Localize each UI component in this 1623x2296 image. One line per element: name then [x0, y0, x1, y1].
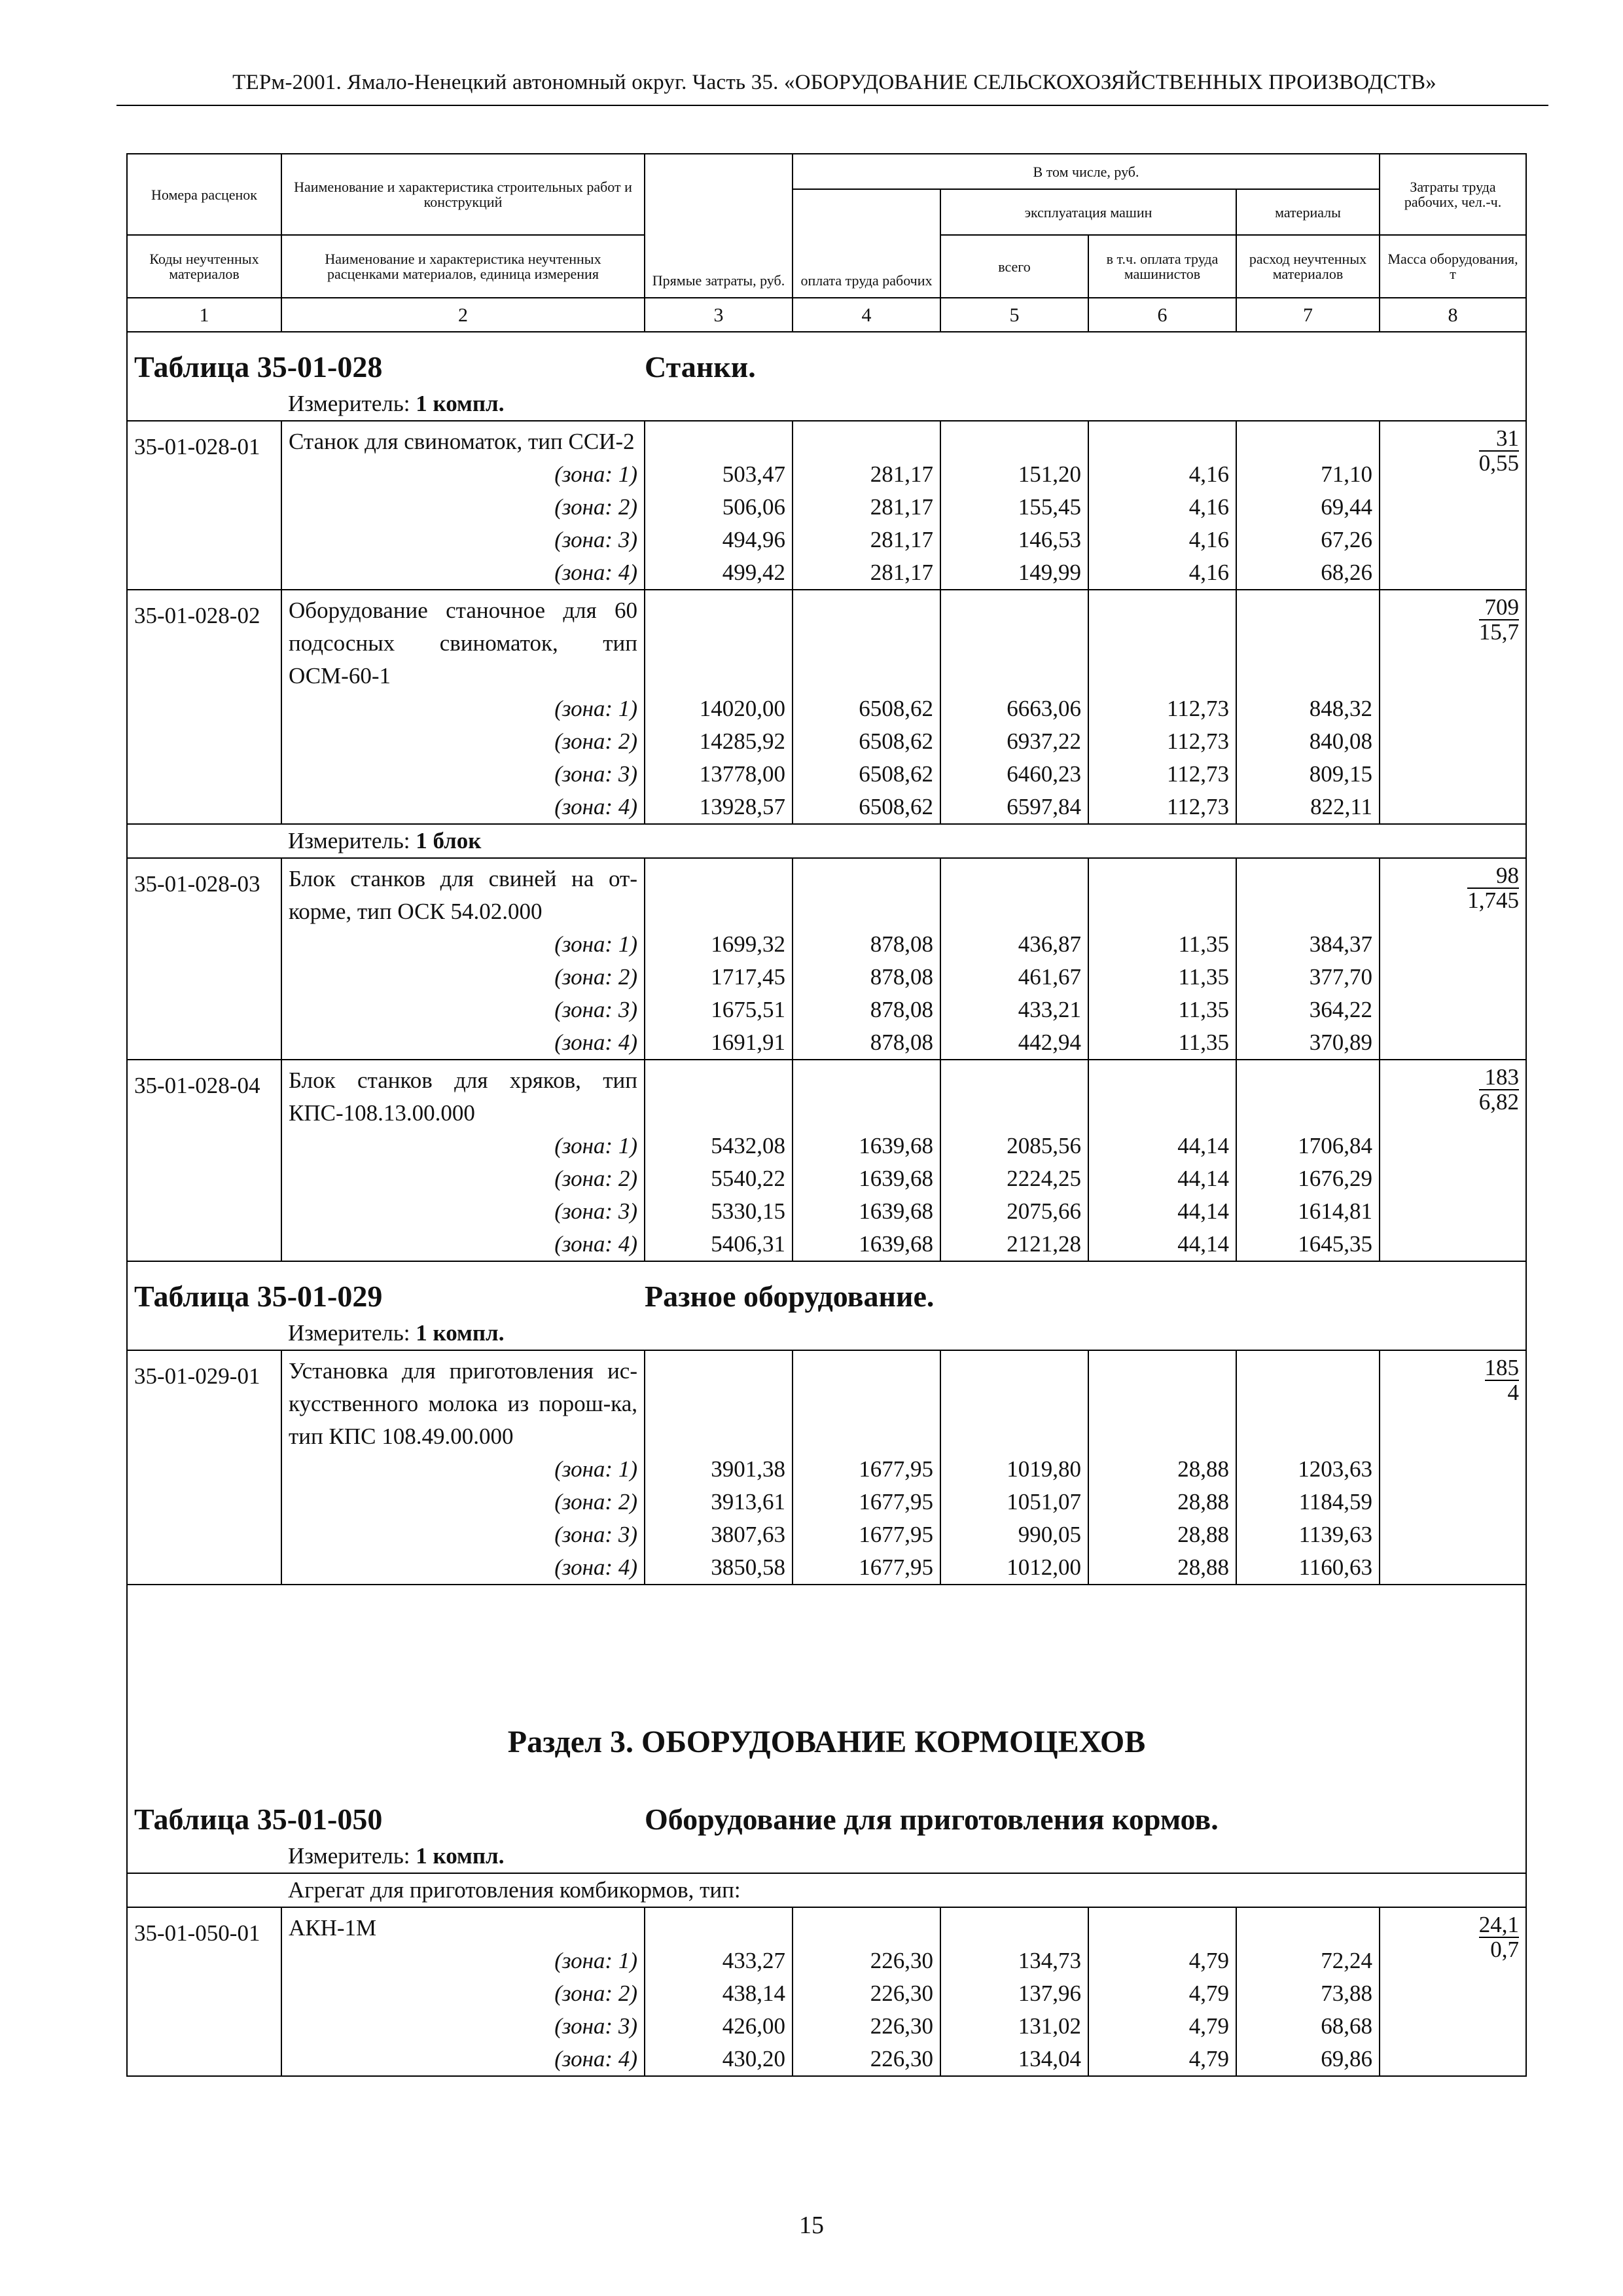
- labor-value: 183: [1479, 1066, 1519, 1090]
- table-header: [127, 154, 1526, 332]
- direct-cost: 426,00: [645, 2010, 793, 2043]
- column-index: 6: [1088, 298, 1236, 332]
- zone-label: (зона: 3): [281, 1518, 645, 1551]
- machine-cost: 442,94: [940, 1026, 1088, 1060]
- column-index: 1: [127, 298, 281, 332]
- material-cost: 377,70: [1236, 961, 1380, 994]
- column-index: 7: [1236, 298, 1380, 332]
- zone-row: [127, 791, 1526, 824]
- machine-cost: 433,21: [940, 994, 1088, 1026]
- wage-cost: 1639,68: [793, 1130, 940, 1162]
- machine-cost: 6460,23: [940, 758, 1088, 791]
- material-cost: 1645,35: [1236, 1228, 1380, 1261]
- machinist-wage: 112,73: [1088, 758, 1236, 791]
- column-index: 4: [793, 298, 940, 332]
- machinist-wage: 4,79: [1088, 1977, 1236, 2010]
- machinist-wage: 44,14: [1088, 1162, 1236, 1195]
- material-cost: 840,08: [1236, 725, 1380, 758]
- rate-name: АКН-1М: [281, 1907, 645, 1945]
- zone-label: (зона: 4): [281, 1026, 645, 1060]
- table-number: Таблица 35-01-029: [134, 1280, 383, 1313]
- machine-cost: 146,53: [940, 524, 1088, 556]
- machinist-wage: 112,73: [1088, 725, 1236, 758]
- zone-row: [127, 928, 1526, 961]
- wage-cost: 878,08: [793, 994, 940, 1026]
- rate-name: Станок для свиноматок, тип ССИ-2: [281, 421, 645, 458]
- wage-cost: 878,08: [793, 928, 940, 961]
- material-cost: 1706,84: [1236, 1130, 1380, 1162]
- machinist-wage: 4,79: [1088, 1945, 1236, 1977]
- mass-value: 0,55: [1478, 450, 1520, 476]
- direct-cost: 13928,57: [645, 791, 793, 824]
- zone-label: (зона: 3): [281, 758, 645, 791]
- group-materials-header: материалы: [1236, 189, 1380, 235]
- zone-row: [127, 556, 1526, 590]
- zone-row: [127, 1228, 1526, 1261]
- table-35-01-028: [127, 332, 1526, 421]
- material-cost: 809,15: [1236, 758, 1380, 791]
- zone-row: [127, 2010, 1526, 2043]
- zone-label: (зона: 4): [281, 2043, 645, 2076]
- direct-cost: 503,47: [645, 458, 793, 491]
- mass-value: 4: [1507, 1380, 1520, 1405]
- machinist-wage: 44,14: [1088, 1195, 1236, 1228]
- table-number: Таблица 35-01-028: [134, 350, 383, 384]
- zone-label: (зона: 2): [281, 1486, 645, 1518]
- mass-value: 6,82: [1478, 1089, 1520, 1115]
- machine-cost: 131,02: [940, 2010, 1088, 2043]
- zone-row: [127, 1977, 1526, 2010]
- direct-cost: 1699,32: [645, 928, 793, 961]
- wage-cost: 6508,62: [793, 791, 940, 824]
- machine-cost: 990,05: [940, 1518, 1088, 1551]
- wage-cost: 226,30: [793, 2010, 940, 2043]
- wage-cost: 878,08: [793, 1026, 940, 1060]
- table-title: Станки.: [645, 350, 756, 384]
- material-cost: 1676,29: [1236, 1162, 1380, 1195]
- labor-value: 709: [1479, 596, 1519, 620]
- zone-label: (зона: 4): [281, 791, 645, 824]
- machinist-wage: 4,79: [1088, 2010, 1236, 2043]
- material-cost: 1203,63: [1236, 1453, 1380, 1486]
- labor-value: 24,1: [1478, 1912, 1520, 1937]
- wage-cost: 6508,62: [793, 725, 940, 758]
- machinist-wage: 112,73: [1088, 791, 1236, 824]
- direct-cost: 506,06: [645, 491, 793, 524]
- zone-label: (зона: 2): [281, 961, 645, 994]
- zone-row: [127, 2043, 1526, 2076]
- zone-row: [127, 1130, 1526, 1162]
- rate-item: [127, 1350, 1526, 1585]
- material-cost: 73,88: [1236, 1977, 1380, 2010]
- rate-item: [127, 421, 1526, 590]
- zone-row: [127, 1518, 1526, 1551]
- material-cost: 384,37: [1236, 928, 1380, 961]
- wage-cost: 1677,95: [793, 1518, 940, 1551]
- col4-header: оплата труда рабочих: [793, 189, 940, 298]
- header-rule: [116, 105, 1548, 106]
- zone-label: (зона: 1): [281, 1945, 645, 1977]
- zone-label: (зона: 2): [281, 491, 645, 524]
- machine-cost: 461,67: [940, 961, 1088, 994]
- rate-code: 35-01-050-01: [127, 1907, 281, 2076]
- column-index-row: [127, 298, 1526, 332]
- material-cost: 1160,63: [1236, 1551, 1380, 1585]
- wage-cost: 1677,95: [793, 1551, 940, 1585]
- direct-cost: 3913,61: [645, 1486, 793, 1518]
- zone-row: [127, 994, 1526, 1026]
- col1-top-header: Номера расценок: [127, 154, 281, 235]
- measure-line: Измеритель: 1 компл.: [281, 1840, 1526, 1873]
- material-cost: 72,24: [1236, 1945, 1380, 1977]
- machine-cost: 2224,25: [940, 1162, 1088, 1195]
- column-index: 2: [281, 298, 645, 332]
- col7-header: расход неучтенных материалов: [1236, 235, 1380, 298]
- group-heading: Агрегат для приготовления комбикормов, тип:: [281, 1873, 1526, 1907]
- direct-cost: 433,27: [645, 1945, 793, 1977]
- direct-cost: 1717,45: [645, 961, 793, 994]
- direct-cost: 1675,51: [645, 994, 793, 1026]
- machine-cost: 6597,84: [940, 791, 1088, 824]
- col8-bottom-header: Масса оборудования, т: [1380, 235, 1526, 298]
- machine-cost: 151,20: [940, 458, 1088, 491]
- wage-cost: 281,17: [793, 556, 940, 590]
- machine-cost: 436,87: [940, 928, 1088, 961]
- direct-cost: 13778,00: [645, 758, 793, 791]
- column-index: 5: [940, 298, 1088, 332]
- direct-cost: 3901,38: [645, 1453, 793, 1486]
- col6-header: в т.ч. оплата труда машинистов: [1088, 235, 1236, 298]
- machinist-wage: 112,73: [1088, 692, 1236, 725]
- labor-mass: [1380, 858, 1526, 1060]
- machinist-wage: 4,79: [1088, 2043, 1236, 2076]
- mass-value: 0,7: [1490, 1937, 1520, 1962]
- page-number: 15: [799, 2212, 824, 2239]
- section-heading: Раздел 3. ОБОРУДОВАНИЕ КОРМОЦЕХОВ: [127, 1585, 1526, 1790]
- col2-top-header: Наименование и характеристика строительных работ и конструкций: [281, 154, 645, 235]
- machine-cost: 134,73: [940, 1945, 1088, 1977]
- wage-cost: 226,30: [793, 1977, 940, 2010]
- zone-row: [127, 1453, 1526, 1486]
- wage-cost: 226,30: [793, 1945, 940, 1977]
- zone-label: (зона: 1): [281, 1130, 645, 1162]
- zone-row: [127, 1195, 1526, 1228]
- col3-header: Прямые затраты, руб.: [645, 154, 793, 298]
- rates-table: [126, 153, 1527, 2077]
- material-cost: 67,26: [1236, 524, 1380, 556]
- labor-value: 185: [1484, 1355, 1520, 1380]
- machine-cost: 1012,00: [940, 1551, 1088, 1585]
- wage-cost: 1677,95: [793, 1486, 940, 1518]
- table-title: Разное оборудование.: [645, 1280, 935, 1313]
- zone-row: [127, 1945, 1526, 1977]
- machinist-wage: 4,16: [1088, 524, 1236, 556]
- table-35-01-029: [127, 1261, 1526, 1350]
- direct-cost: 430,20: [645, 2043, 793, 2076]
- direct-cost: 3850,58: [645, 1551, 793, 1585]
- col5-header: всего: [940, 235, 1088, 298]
- zone-label: (зона: 4): [281, 1551, 645, 1585]
- rate-code: 35-01-028-02: [127, 590, 281, 824]
- zone-label: (зона: 3): [281, 2010, 645, 2043]
- material-cost: 822,11: [1236, 791, 1380, 824]
- machinist-wage: 11,35: [1088, 961, 1236, 994]
- rate-code: 35-01-028-03: [127, 858, 281, 1060]
- col2-bottom-header: Наименование и характеристика неучтенных расценками материалов, единица измерения: [281, 235, 645, 298]
- measure-line: Измеритель: 1 компл.: [281, 387, 1526, 421]
- material-cost: 71,10: [1236, 458, 1380, 491]
- material-cost: 848,32: [1236, 692, 1380, 725]
- zone-row: [127, 692, 1526, 725]
- machine-cost: 2121,28: [940, 1228, 1088, 1261]
- zone-label: (зона: 2): [281, 1977, 645, 2010]
- machinist-wage: 11,35: [1088, 994, 1236, 1026]
- running-header: ТЕРм-2001. Ямало-Ненецкий автономный округ. Часть 35. «ОБОРУДОВАНИЕ СЕЛЬСКОХОЗЯЙСТВЕННЫХ ПРОИЗВОДСТВ»: [232, 71, 1436, 94]
- machine-cost: 1019,80: [940, 1453, 1088, 1486]
- machinist-wage: 28,88: [1088, 1518, 1236, 1551]
- labor-value: 31: [1479, 427, 1519, 452]
- rate-name: Установка для приготовления ис-кусственного молока из порош-ка, тип КПС 108.49.00.000: [281, 1350, 645, 1453]
- col1-bottom-header: Коды неучтенных материалов: [127, 235, 281, 298]
- rate-code: 35-01-028-01: [127, 421, 281, 590]
- machinist-wage: 28,88: [1088, 1486, 1236, 1518]
- rate-code: 35-01-029-01: [127, 1350, 281, 1585]
- zone-label: (зона: 3): [281, 1195, 645, 1228]
- mass-value: 1,745: [1467, 888, 1520, 913]
- machinist-wage: 11,35: [1088, 928, 1236, 961]
- zone-row: [127, 758, 1526, 791]
- machinist-wage: 44,14: [1088, 1130, 1236, 1162]
- labor-mass: [1380, 1060, 1526, 1261]
- wage-cost: 1639,68: [793, 1195, 940, 1228]
- direct-cost: 499,42: [645, 556, 793, 590]
- column-index: 3: [645, 298, 793, 332]
- direct-cost: 494,96: [645, 524, 793, 556]
- labor-mass: [1380, 1907, 1526, 2076]
- direct-cost: 5432,08: [645, 1130, 793, 1162]
- zone-label: (зона: 3): [281, 994, 645, 1026]
- material-cost: 1184,59: [1236, 1486, 1380, 1518]
- table-number: Таблица 35-01-050: [134, 1803, 383, 1836]
- wage-cost: 878,08: [793, 961, 940, 994]
- machine-cost: 6663,06: [940, 692, 1088, 725]
- rate-item: [127, 1060, 1526, 1261]
- wage-cost: 1639,68: [793, 1162, 940, 1195]
- rate-name: Блок станков для свиней на от-корме, тип ОСК 54.02.000: [281, 858, 645, 928]
- direct-cost: 14020,00: [645, 692, 793, 725]
- mass-value: 15,7: [1478, 619, 1520, 645]
- zone-row: [127, 1486, 1526, 1518]
- wage-cost: 281,17: [793, 458, 940, 491]
- measure-line: Измеритель: 1 блок: [281, 824, 1526, 858]
- zone-label: (зона: 2): [281, 1162, 645, 1195]
- zone-row: [127, 524, 1526, 556]
- machine-cost: 2085,56: [940, 1130, 1088, 1162]
- direct-cost: 3807,63: [645, 1518, 793, 1551]
- wage-cost: 1639,68: [793, 1228, 940, 1261]
- zone-row: [127, 491, 1526, 524]
- direct-cost: 5406,31: [645, 1228, 793, 1261]
- rate-item: [127, 1907, 1526, 2076]
- material-cost: 364,22: [1236, 994, 1380, 1026]
- material-cost: 69,44: [1236, 491, 1380, 524]
- wage-cost: 281,17: [793, 524, 940, 556]
- machine-cost: 155,45: [940, 491, 1088, 524]
- zone-label: (зона: 2): [281, 725, 645, 758]
- direct-cost: 14285,92: [645, 725, 793, 758]
- zone-label: (зона: 1): [281, 928, 645, 961]
- machinist-wage: 28,88: [1088, 1453, 1236, 1486]
- zone-row: [127, 1026, 1526, 1060]
- col8-top-header: Затраты труда рабочих, чел.-ч.: [1380, 154, 1526, 235]
- material-cost: 68,68: [1236, 2010, 1380, 2043]
- material-cost: 1139,63: [1236, 1518, 1380, 1551]
- zone-label: (зона: 1): [281, 692, 645, 725]
- labor-mass: [1380, 421, 1526, 590]
- wage-cost: 281,17: [793, 491, 940, 524]
- wage-cost: 1677,95: [793, 1453, 940, 1486]
- rate-code: 35-01-028-04: [127, 1060, 281, 1261]
- labor-mass: [1380, 590, 1526, 824]
- zone-row: [127, 1551, 1526, 1585]
- wage-cost: 6508,62: [793, 692, 940, 725]
- machinist-wage: 11,35: [1088, 1026, 1236, 1060]
- table-title: Оборудование для приготовления кормов.: [645, 1803, 1219, 1836]
- zone-label: (зона: 1): [281, 1453, 645, 1486]
- zone-row: [127, 725, 1526, 758]
- group-machines-header: эксплуатация машин: [940, 189, 1236, 235]
- material-cost: 370,89: [1236, 1026, 1380, 1060]
- machinist-wage: 28,88: [1088, 1551, 1236, 1585]
- direct-cost: 1691,91: [645, 1026, 793, 1060]
- rate-name: Блок станков для хряков, тип КПС-108.13.00.000: [281, 1060, 645, 1130]
- machinist-wage: 44,14: [1088, 1228, 1236, 1261]
- direct-cost: 5540,22: [645, 1162, 793, 1195]
- measure-line: Измеритель: 1 компл.: [281, 1317, 1526, 1350]
- material-cost: 68,26: [1236, 556, 1380, 590]
- zone-row: [127, 458, 1526, 491]
- rate-item: [127, 590, 1526, 824]
- zone-row: [127, 1162, 1526, 1195]
- wage-cost: 226,30: [793, 2043, 940, 2076]
- labor-value: 98: [1467, 864, 1519, 889]
- machinist-wage: 4,16: [1088, 491, 1236, 524]
- machine-cost: 2075,66: [940, 1195, 1088, 1228]
- machinist-wage: 4,16: [1088, 458, 1236, 491]
- machine-cost: 149,99: [940, 556, 1088, 590]
- machine-cost: 6937,22: [940, 725, 1088, 758]
- rate-item: [127, 858, 1526, 1060]
- machinist-wage: 4,16: [1088, 556, 1236, 590]
- rate-name: Оборудование станочное для 60 подсосных свиноматок, тип ОСМ-60-1: [281, 590, 645, 692]
- zone-label: (зона: 4): [281, 1228, 645, 1261]
- zone-label: (зона: 1): [281, 458, 645, 491]
- group-including-header: В том числе, руб.: [793, 154, 1380, 189]
- material-cost: 69,86: [1236, 2043, 1380, 2076]
- machine-cost: 137,96: [940, 1977, 1088, 2010]
- direct-cost: 5330,15: [645, 1195, 793, 1228]
- zone-label: (зона: 3): [281, 524, 645, 556]
- machine-cost: 134,04: [940, 2043, 1088, 2076]
- labor-mass: [1380, 1350, 1526, 1585]
- wage-cost: 6508,62: [793, 758, 940, 791]
- column-index: 8: [1380, 298, 1526, 332]
- direct-cost: 438,14: [645, 1977, 793, 2010]
- machine-cost: 1051,07: [940, 1486, 1088, 1518]
- zone-label: (зона: 4): [281, 556, 645, 590]
- zone-row: [127, 961, 1526, 994]
- material-cost: 1614,81: [1236, 1195, 1380, 1228]
